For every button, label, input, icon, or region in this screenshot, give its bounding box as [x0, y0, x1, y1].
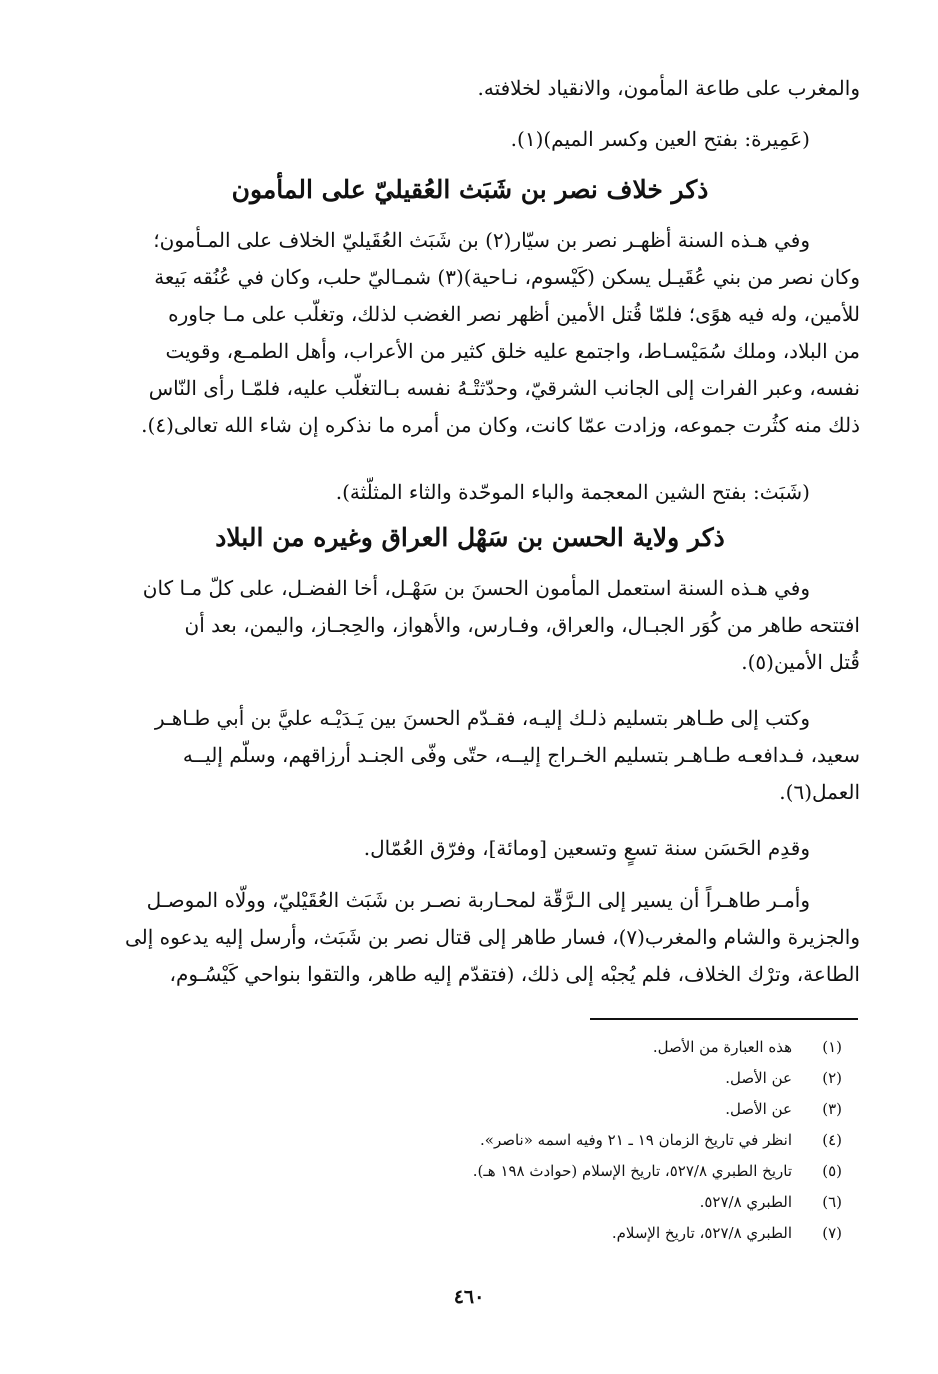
footnote-number: (٦) — [822, 1193, 842, 1211]
footnote-text: تاريخ الطبري ٥٢٧/٨، تاريخ الإسلام (حوادث ١٩٨ هـ). — [472, 1162, 792, 1180]
text-line: وقدِم الحَسَن سنة تسعٍ وتسعين [ومائة]، وفرّق العُمّال. — [363, 836, 810, 860]
paragraph — [80, 222, 860, 444]
text-line: افتتحه طاهر من كُوَر الجبـال، والعراق، وفـارس، والأهواز، والحِجـاز، واليمن، بعد أن — [184, 613, 860, 637]
footnote-item — [80, 1125, 860, 1156]
footnote-number: (٧) — [822, 1224, 842, 1242]
footnotes — [80, 1032, 860, 1249]
paragraph — [80, 700, 860, 811]
footnote-number: (١) — [822, 1038, 842, 1056]
footnote-text: عن الأصل. — [725, 1100, 792, 1118]
text-line: (عَمِيرة: بفتح العين وكسر الميم)(١). — [510, 127, 810, 151]
paragraph — [80, 570, 860, 681]
text-line: وكان نصر من بني عُقَيـل يسكن (كَيْسوم، نـاحية)(٣) شمـاليّ حلب، وكان في عُنُقه بَيعة — [154, 265, 860, 289]
text-line: الطاعة، وترْك الخلاف، فلم يُجبْه إلى ذلك، (فتقدّم إليه طاهر، والتقوا بنواحي كَيْسُـوم، — [169, 962, 860, 986]
section-heading: ذكر خلاف نصر بن شَبَث العُقيليّ على المأمون — [231, 175, 709, 204]
footnote-number: (٢) — [822, 1069, 842, 1087]
paragraph — [80, 830, 860, 867]
text-line: للأمين، وله فيه هوًى؛ فلمّا قُتل الأمين أظهر نصر الغضب لذلك، وتغلّب على مـا جاوره — [168, 302, 860, 326]
text-line: (شَبَث: بفتح الشين المعجمة والباء الموحّدة والثاء المثلّثة). — [335, 480, 810, 504]
text-line: وفي هـذه السنة استعمل المأمون الحسنَ بن سَهْـل، أخا الفضـل، على كلّ مـا كان — [142, 576, 810, 600]
footnote-text: هذه العبارة من الأصل. — [652, 1038, 792, 1056]
footnote-item — [80, 1032, 860, 1063]
footnote-item — [80, 1063, 860, 1094]
footnote-text: انظر في تاريخ الزمان ١٩ ـ ٢١ وفيه اسمه «ناصر». — [480, 1131, 792, 1149]
intro-block — [80, 70, 860, 158]
text-line: العمل(٦). — [779, 780, 860, 804]
footnote-text: عن الأصل. — [725, 1069, 792, 1087]
footnote-text: الطبري ٥٢٧/٨. — [699, 1193, 792, 1211]
footnote-number: (٥) — [822, 1162, 842, 1180]
page-number: ٤٦٠ — [453, 1286, 485, 1308]
text-line: وأمـر طاهـراً أن يسير إلى الـرَّقّة لمحـاربة نصـر بن شَبَث العُقَيْليّ، وولّاه الموصـل — [146, 888, 810, 912]
paragraph — [80, 882, 860, 993]
footnote-number: (٣) — [822, 1100, 842, 1118]
footnote-item — [80, 1094, 860, 1125]
text-line: والمغرب على طاعة المأمون، والانقياد لخلافته. — [477, 76, 860, 100]
text-line: والجزيرة والشام والمغرب(٧)، فسار طاهر إلى قتال نصر بن شَبَث، وأرسل إليه يدعوه إلى — [124, 925, 860, 949]
text-line: قُتل الأمين(٥). — [741, 650, 860, 674]
text-line: سعيد، فـدافعـه طـاهـر بتسليم الخـراج إليــه، حتّى وفّى الجنـد أرزاقهم، وسلّم إليــه — [182, 743, 860, 767]
footnote-number: (٤) — [822, 1131, 842, 1149]
text-line: وكتب إلى طـاهر بتسليم ذلـك إليـه، فقـدّم الحسنَ بين يَـدَيْـه عليَّ بن أبي طـاهـر — [154, 706, 810, 730]
footnote-divider — [590, 1018, 858, 1020]
footnote-item — [80, 1187, 860, 1218]
footnote-text: الطبري ٥٢٧/٨، تاريخ الإسلام. — [611, 1224, 792, 1242]
footnote-item — [80, 1218, 860, 1249]
text-line: وفي هـذه السنة أظهـر نصر بن سيّار(٢) بن شَبَث العُقَيليّ الخلاف على المـأمون؛ — [153, 228, 810, 252]
section-heading: ذكر ولاية الحسن بن سَهْل العراق وغيره من البلاد — [215, 523, 725, 552]
text-line: ذلك منه كثُرت جموعه، وزادت عمّا كانت، وكان من أمره ما نذكره إن شاء الله تعالى(٤). — [141, 413, 860, 437]
text-line: نفسه، وعبر الفرات إلى الجانب الشرقيّ، وحدّثتْـهُ نفسه بـالتغلّب عليه، فلمّـا رأى النّاس — [148, 376, 860, 400]
note-line — [80, 474, 860, 511]
text-line: من البلاد، وملك سُمَيْسـاط، واجتمع عليه خلق كثير من الأعراب، وأهل الطمـع، وقويت — [165, 339, 860, 363]
footnote-item — [80, 1156, 860, 1187]
